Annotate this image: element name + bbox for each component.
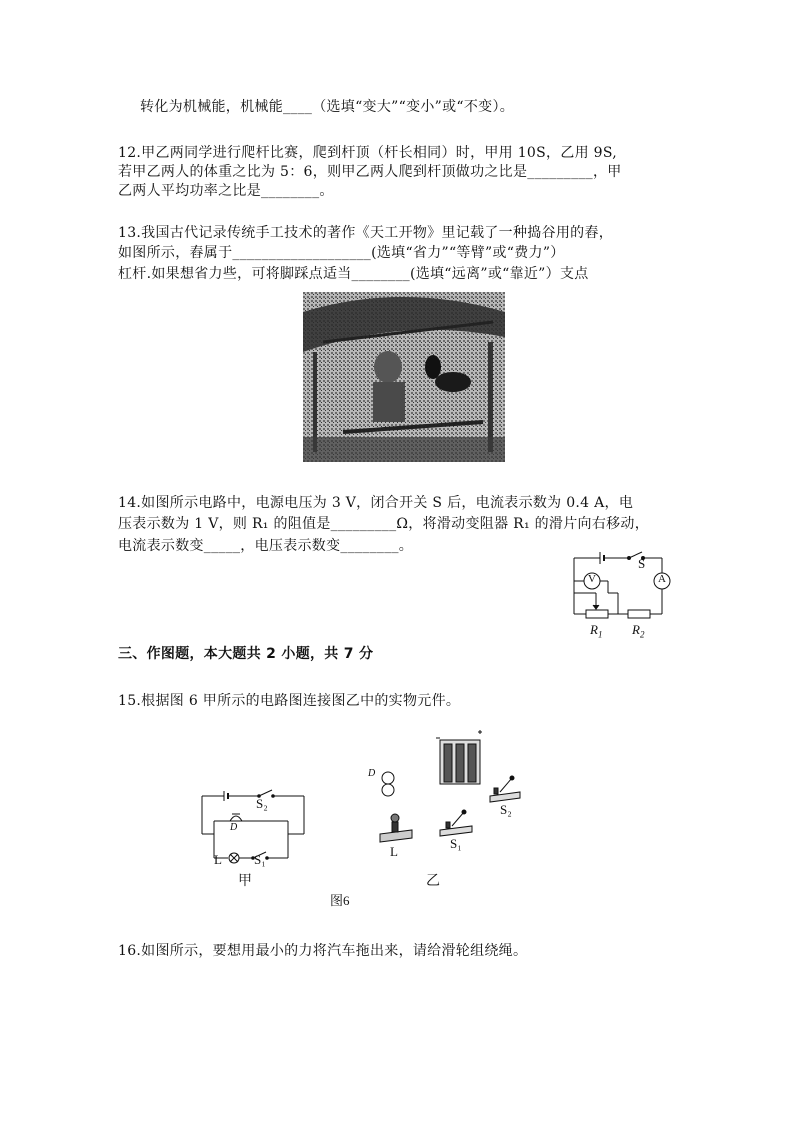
figure-6-caption: 图6 [330,893,350,908]
switch-s2-icon [490,776,520,802]
q16-line-1: 16.如图所示，要想用最小的力将汽车拖出来，请给滑轮组绕绳。 [118,943,528,959]
yi-s1-label: S₁ [450,836,462,851]
q14-line-3: 电流表示数变_____，电压表示数变________。 [118,538,414,554]
r1-label: $R_1$ [590,622,603,640]
yi-s2-label: S₂ [500,802,512,817]
q13-line-3: 杠杆.如果想省力些，可将脚踩点适当________(选填“远离”或“靠近”）支点 [118,266,589,282]
q12-line-2: 若甲乙两人的体重之比为 5：6，则甲乙两人爬到杆顶做功之比是_________，甲 [118,164,622,180]
q13-line-2: 如图所示，舂属于___________________(选填“省力”“等臂”或“费力”） [118,245,565,261]
jia-s2-label: S₂ [256,796,268,811]
yi-caption: 乙 [426,874,440,889]
pestle-illustration [303,292,505,462]
jia-caption: 甲 [238,874,252,889]
q14-line-2: 压表示数为 1 V，则 R₁ 的阻值是_________Ω，将滑动变阻器 R₁ 的滑片向右移动， [118,516,650,532]
components-yi [360,726,530,866]
bell-d-icon [382,772,394,796]
yi-d-label: D [368,768,376,779]
lamp-l-icon [380,814,412,842]
voltmeter-v-label: V [588,573,596,585]
q14-circuit-diagram [566,548,684,640]
section-3-heading: 三、作图题，本大题共 2 小题，共 7 分 [118,646,374,662]
switch-s1-icon [440,810,472,836]
circuit-jia-diagram [196,786,312,870]
q12-line-1: 12.甲乙两同学进行爬杆比赛，爬到杆顶（杆长相同）时，甲用 10S，乙用 9S, [118,145,618,161]
battery-pack-icon [436,730,482,784]
q11-line: 转化为机械能，机械能____（选填“变大”“变小”或“不变）。 [140,99,515,115]
q14-line-1: 14.如图所示电路中，电源电压为 3 V，闭合开关 S 后，电流表示数为 0.4 A，电 [118,495,634,511]
jia-d-label: D [230,822,238,833]
r2-label: $R_2$ [632,622,645,640]
yi-l-label: L [390,844,398,859]
switch-s-label: S [638,556,646,571]
jia-s1-label: S₁ [254,852,266,867]
ammeter-a-label: A [658,573,666,585]
q15-line-1: 15.根据图 6 甲所示的电路图连接图乙中的实物元件。 [118,693,461,709]
jia-l-label: L [214,852,222,867]
q13-line-1: 13.我国古代记录传统手工技术的著作《天工开物》里记载了一种捣谷用的舂， [118,225,614,241]
q12-line-3: 乙两人平均功率之比是________。 [118,183,334,199]
